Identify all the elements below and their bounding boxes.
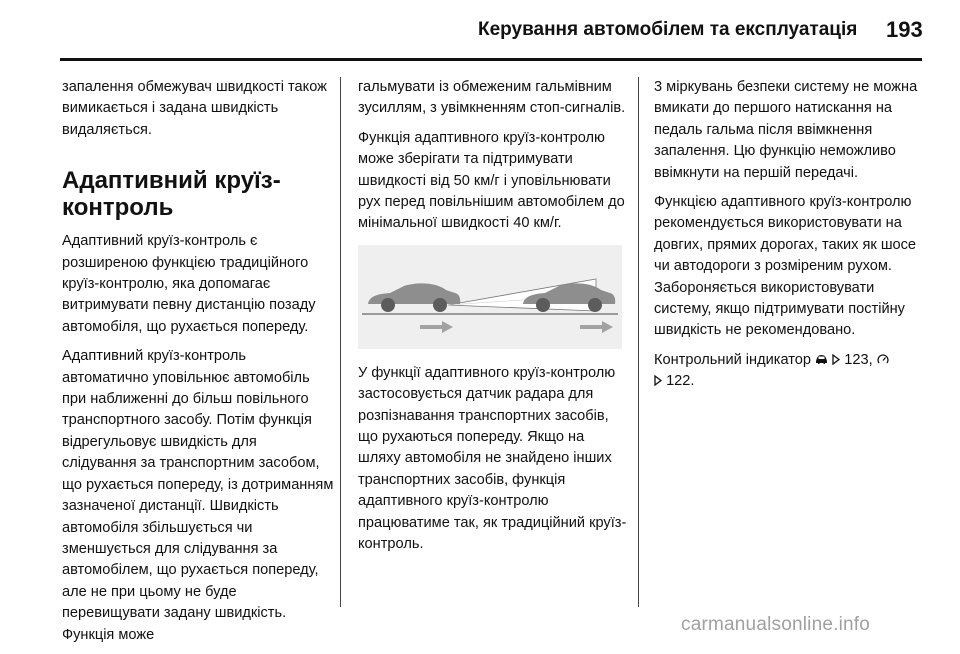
column-divider-2 xyxy=(638,77,639,607)
column-divider-1 xyxy=(340,77,341,607)
radar-illustration xyxy=(358,245,622,349)
page-number: 193 xyxy=(886,17,923,42)
header-rule xyxy=(60,58,922,61)
intro-paragraph: запалення обмежувач швидкості також вимикається і задана швидкість видаляється. xyxy=(62,79,327,138)
rear-car-icon xyxy=(368,283,460,312)
page-header xyxy=(0,0,960,58)
column-3 xyxy=(654,77,926,401)
paragraph-radar-sensor: У функції адаптивного круїз-контролю застосовується датчик радара для розпізнавання транспортних засобів, що рухаються попереду. Якщо на шляху автомобіля не знайдено інших транспортних засобів, функція адаптивного круїз-контролю працюватиме так, як традиційний круїз-контроль. xyxy=(358,364,627,553)
paragraph-braking: гальмувати із обмеженим гальмівним зусиллям, з увімкненням стоп-сигналів. xyxy=(358,79,626,117)
paragraph-definition: Адаптивний круїз-контроль є розширеною функцією традиційного круїз-контролю, яка допомагає витримувати певну дистанцію позаду автомобіля, що рухається попереду. xyxy=(62,233,316,335)
indicator-label: Контрольний індикатор xyxy=(654,351,812,368)
indicator-paragraph xyxy=(654,350,926,393)
page-reference-arrow-icon[interactable] xyxy=(832,354,840,365)
paragraph-recommendation: Функцією адаптивного круїз-контролю рекомендується використовувати на довгих, прямих дорогах, таких як шосе чи автодороги з розміреним рухом. Забороняється використовувати систему, якщо підтримувати постійну швидкість не рекомендовано. xyxy=(654,194,917,339)
paragraph-operation: Адаптивний круїз-контроль автоматично уповільнює автомобіль при наближенні до більш повільного транспортного засобу. Потім функція відрегульовує швидкість для слідування за транспортним засобом, що рухається попереду, із дотриманням зазначеної дистанції. Швидкість автомобіля збільшується чи зменшується для слідування за автомобілем, що рухається попереду, але не при цьому не буде перевищувати задану швидкість. Функція може xyxy=(62,348,334,643)
page-reference-1[interactable]: 123, xyxy=(844,351,873,368)
section-heading: Адаптивний круїз-контроль xyxy=(62,167,281,222)
column-2 xyxy=(358,77,630,564)
movement-arrow-icon xyxy=(420,321,613,333)
page-reference-arrow-icon[interactable] xyxy=(654,375,662,386)
paragraph-safety: 3 міркувань безпеки систему не можна вмикати до першого натискання на педаль гальма після ввімкнення запалення. Цю функцію неможливо ввімкнути на першій передачі. xyxy=(654,79,918,181)
car-indicator-icon xyxy=(815,354,828,365)
page-reference-2[interactable]: 122. xyxy=(666,373,695,390)
paragraph-speed-range: Функція адаптивного круїз-контролю може зберігати та підтримувати швидкості від 50 км/г і уповільнювати рух перед повільнішим автомобілем до мінімальної швидкості 40 км/г. xyxy=(358,129,625,232)
header-title: Керування автомобілем та експлуатація xyxy=(478,19,858,40)
watermark: carmanualsonline.info xyxy=(681,614,871,635)
speedometer-indicator-icon xyxy=(877,354,889,365)
column-1 xyxy=(62,77,334,654)
